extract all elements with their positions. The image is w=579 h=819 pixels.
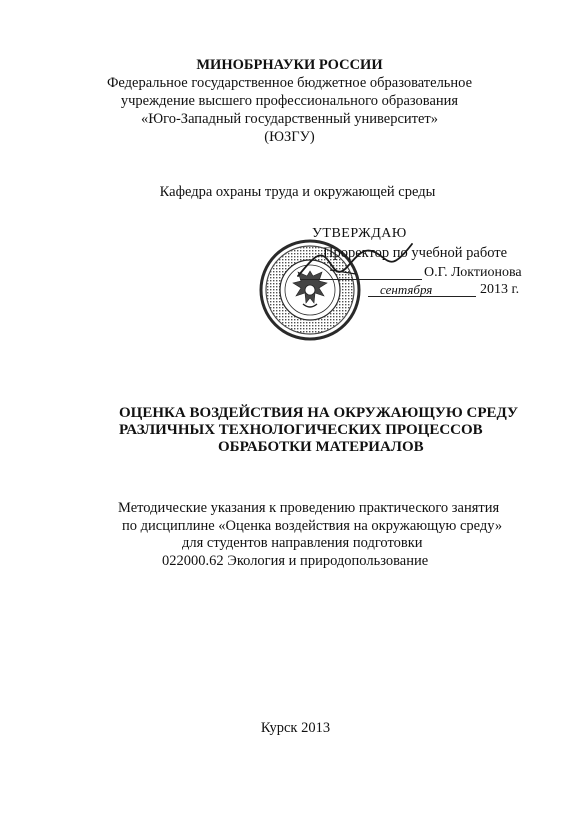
institution-line-2: учреждение высшего профессионального образования [120, 93, 459, 109]
approval-position: Проректор по учебной работе [323, 245, 508, 261]
signature-icon [296, 240, 416, 284]
approval-heading: УТВЕРЖДАЮ [312, 226, 407, 241]
approval-date-month: сентября [380, 282, 433, 297]
description-line-3: для студентов направления подготовки [182, 535, 423, 551]
ministry-heading: МИНОБРНАУКИ РОССИИ [196, 57, 383, 73]
document-title-line-2: РАЗЛИЧНЫХ ТЕХНОЛОГИЧЕСКИХ ПРОЦЕССОВ [119, 422, 483, 438]
institution-line-1: Федеральное государственное бюджетное образовательное [106, 75, 473, 91]
department-name: Кафедра охраны труда и окружающей среды [159, 184, 436, 200]
institution-line-3: «Юго-Западный государственный университет» [140, 111, 439, 127]
approval-date-year: 2013 г. [480, 282, 520, 297]
document-title-line-1: ОЦЕНКА ВОЗДЕЙСТВИЯ НА ОКРУЖАЮЩУЮ СРЕДУ [119, 405, 519, 421]
approver-name: О.Г. Локтионова [424, 265, 522, 280]
description-line-2: по дисциплине «Оценка воздействия на окружающую среду» [122, 518, 503, 534]
city-year: Курск 2013 [260, 720, 331, 736]
description-line-1: Методические указания к проведению практического занятия [118, 500, 500, 516]
document-title-line-3: ОБРАБОТКИ МАТЕРИАЛОВ [218, 439, 424, 455]
description-line-4: 022000.62 Экология и природопользование [162, 553, 429, 569]
institution-abbreviation: (ЮЗГУ) [264, 129, 315, 145]
